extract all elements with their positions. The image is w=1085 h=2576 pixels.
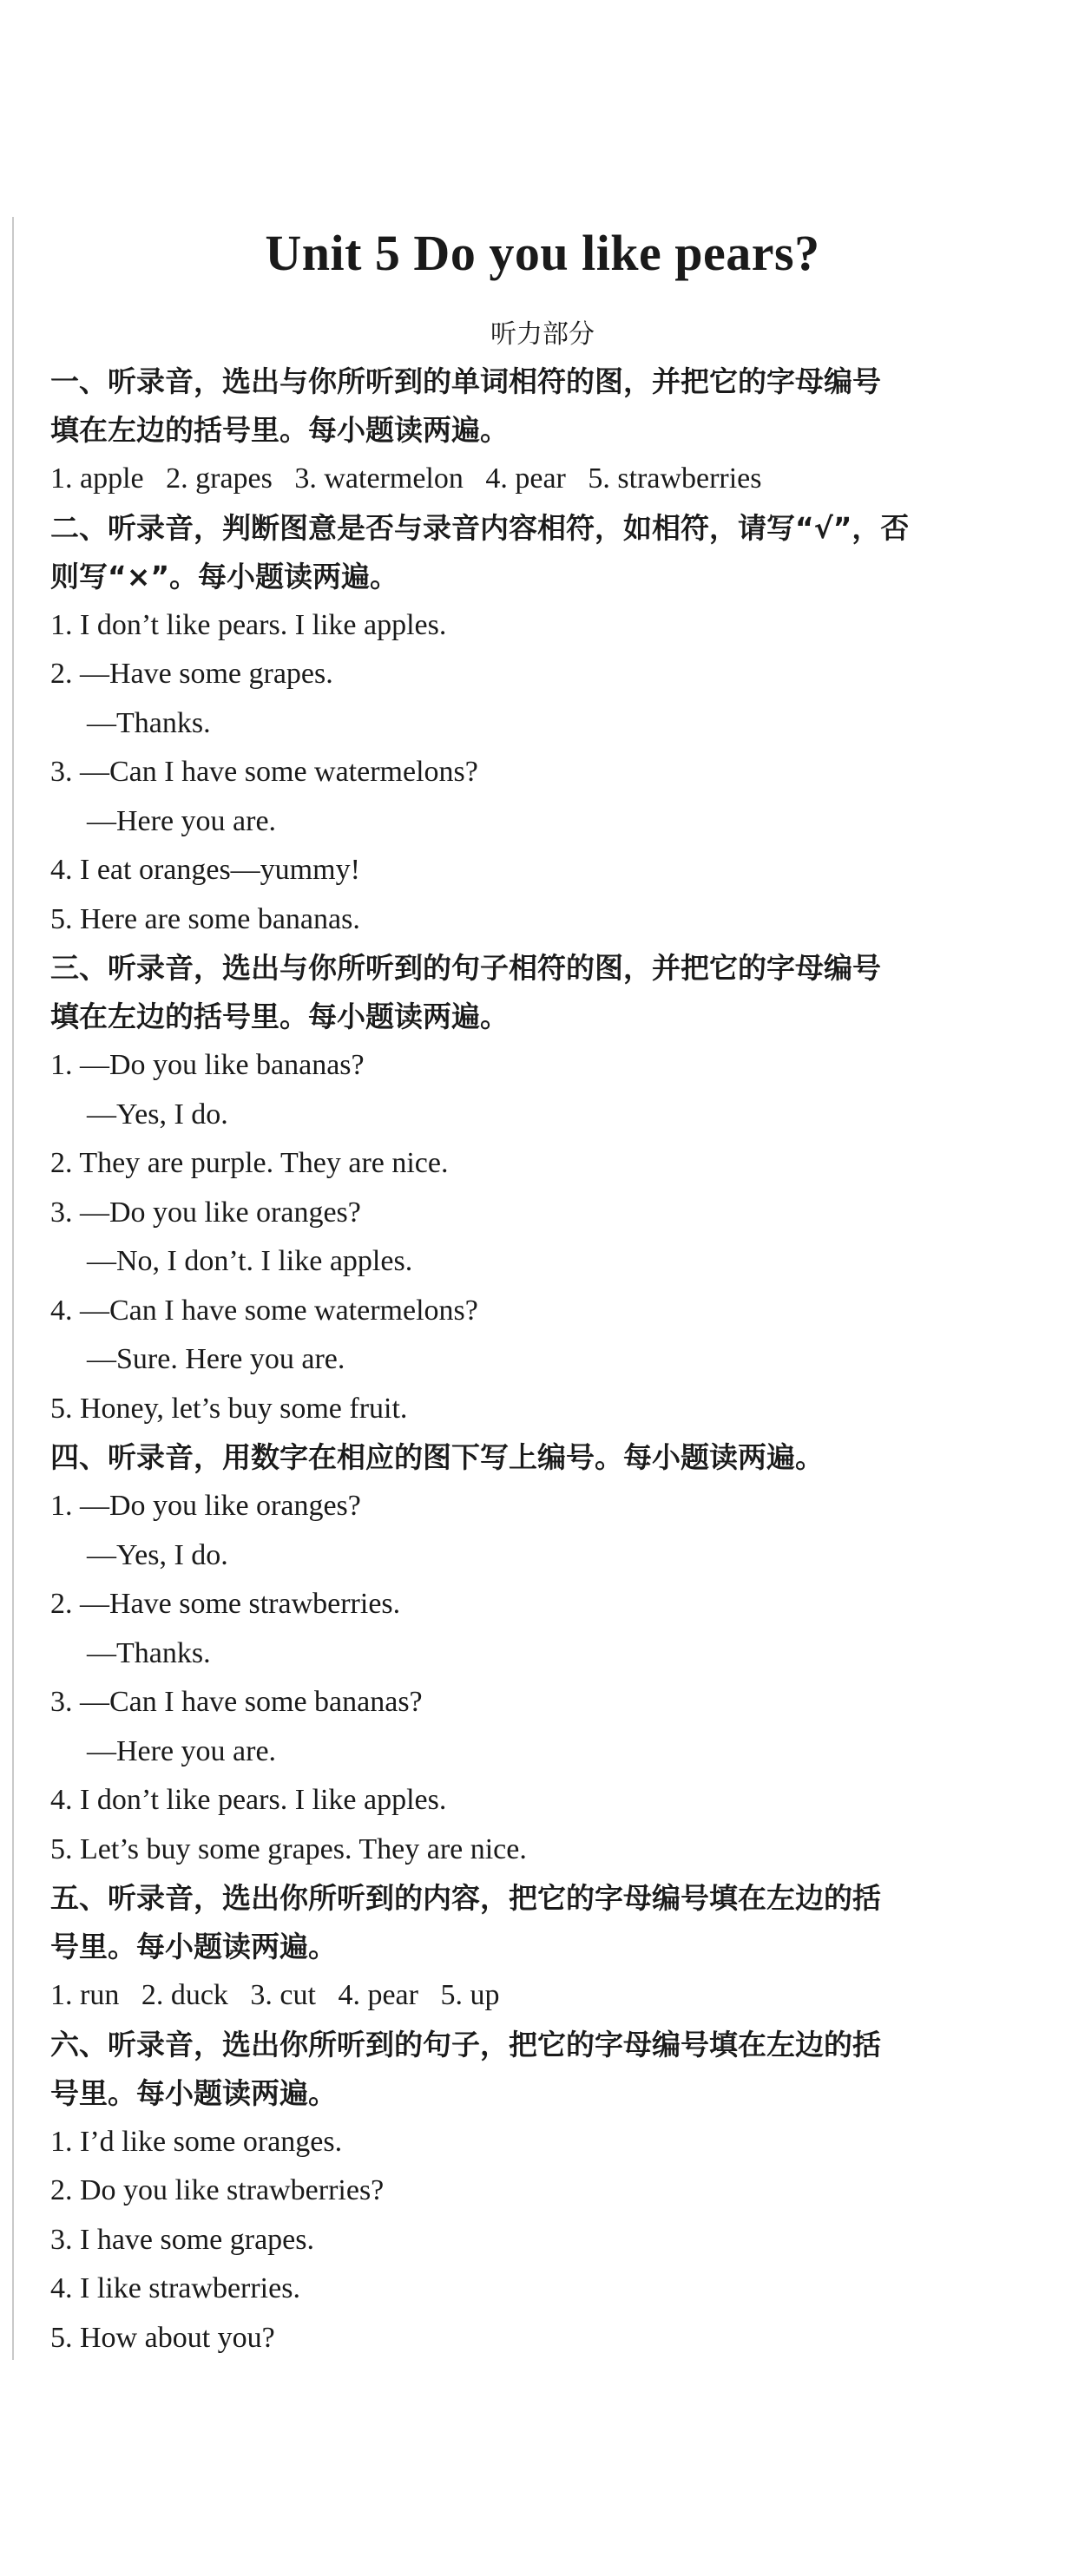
transcript-line: —Yes, I do.	[87, 1538, 228, 1571]
unit-title: Unit 5 Do you like pears?	[265, 225, 820, 281]
transcript-line: 2. —Have some strawberries.	[50, 1588, 401, 1620]
transcript-line: 2. Do you like strawberries?	[50, 2174, 385, 2206]
transcript-line: 1. I don’t like pears. I like apples.	[50, 608, 447, 641]
transcript-line: 1. apple 2. grapes 3. watermelon 4. pear 5. strawberries	[50, 462, 762, 495]
exercise-section	[50, 2021, 1040, 2363]
transcript-line: 1. —Do you like bananas?	[50, 1049, 365, 1081]
exercise-instruction: 号里。每小题读两遍。	[50, 1930, 337, 1963]
transcript-line: 3. —Do you like oranges?	[50, 1196, 361, 1229]
transcript-line: 1. run 2. duck 3. cut 4. pear 5. up	[50, 1979, 500, 2011]
transcript-line: 5. How about you?	[50, 2321, 275, 2354]
exercise-instruction: 填在左边的括号里。每小题读两遍。	[50, 413, 509, 447]
transcript-line: 4. I eat oranges—yummy!	[50, 854, 360, 886]
transcript-line: —Thanks.	[87, 1636, 211, 1669]
transcript-line: —Here you are.	[87, 1734, 277, 1767]
exercise-section	[50, 504, 1040, 945]
exercise-section	[50, 944, 1040, 1433]
exercise-instruction: 五、听录音，选出你所听到的内容，把它的字母编号填在左边的括	[50, 1881, 881, 1915]
transcript-line: 3. —Can I have some watermelons?	[50, 756, 478, 788]
section-subtitle: 听力部分	[490, 319, 595, 350]
exercise-section	[50, 357, 1040, 504]
transcript-line: —Thanks.	[87, 706, 211, 739]
exercise-instruction: 三、听录音，选出与你所听到的句子相符的图，并把它的字母编号	[50, 951, 881, 985]
exercise-instruction: 二、听录音，判断图意是否与录音内容相符，如相符，请写“√”，否	[50, 510, 910, 545]
exercise-instruction: 六、听录音，选出你所听到的句子，把它的字母编号填在左边的括	[50, 2027, 881, 2061]
transcript-line: 4. I don’t like pears. I like apples.	[50, 1784, 447, 1816]
listening-content	[50, 357, 1040, 2363]
transcript-line: 4. —Can I have some watermelons?	[50, 1294, 478, 1327]
transcript-line: 2. They are purple. They are nice.	[50, 1147, 449, 1179]
transcript-line: 1. I’d like some oranges.	[50, 2125, 343, 2158]
transcript-line: —Here you are.	[87, 804, 277, 837]
transcript-line: 2. —Have some grapes.	[50, 658, 333, 690]
exercise-instruction: 号里。每小题读两遍。	[50, 2075, 337, 2110]
exercise-section	[50, 1433, 1040, 1874]
transcript-line: 1. —Do you like oranges?	[50, 1490, 361, 1522]
transcript-line: —No, I don’t. I like apples.	[87, 1245, 413, 1277]
transcript-line: 5. Honey, let’s buy some fruit.	[50, 1392, 408, 1425]
exercise-instruction: 一、听录音，选出与你所听到的单词相符的图，并把它的字母编号	[50, 364, 881, 398]
page-margin-rule	[12, 217, 14, 2360]
transcript-line: 5. Let’s buy some grapes. They are nice.	[50, 1832, 527, 1865]
transcript-line: —Yes, I do.	[87, 1098, 228, 1131]
transcript-line: 3. —Can I have some bananas?	[50, 1686, 423, 1718]
transcript-line: —Sure. Here you are.	[87, 1343, 345, 1375]
exercise-instruction: 填在左边的括号里。每小题读两遍。	[50, 1000, 509, 1033]
exercise-instruction: 则写“×”。每小题读两遍。	[50, 559, 399, 593]
exercise-section	[50, 1874, 1040, 2021]
exercise-instruction: 四、听录音，用数字在相应的图下写上编号。每小题读两遍。	[50, 1440, 824, 1474]
transcript-line: 3. I have some grapes.	[50, 2223, 315, 2256]
transcript-line: 4. I like strawberries.	[50, 2272, 300, 2304]
transcript-line: 5. Here are some bananas.	[50, 902, 360, 935]
